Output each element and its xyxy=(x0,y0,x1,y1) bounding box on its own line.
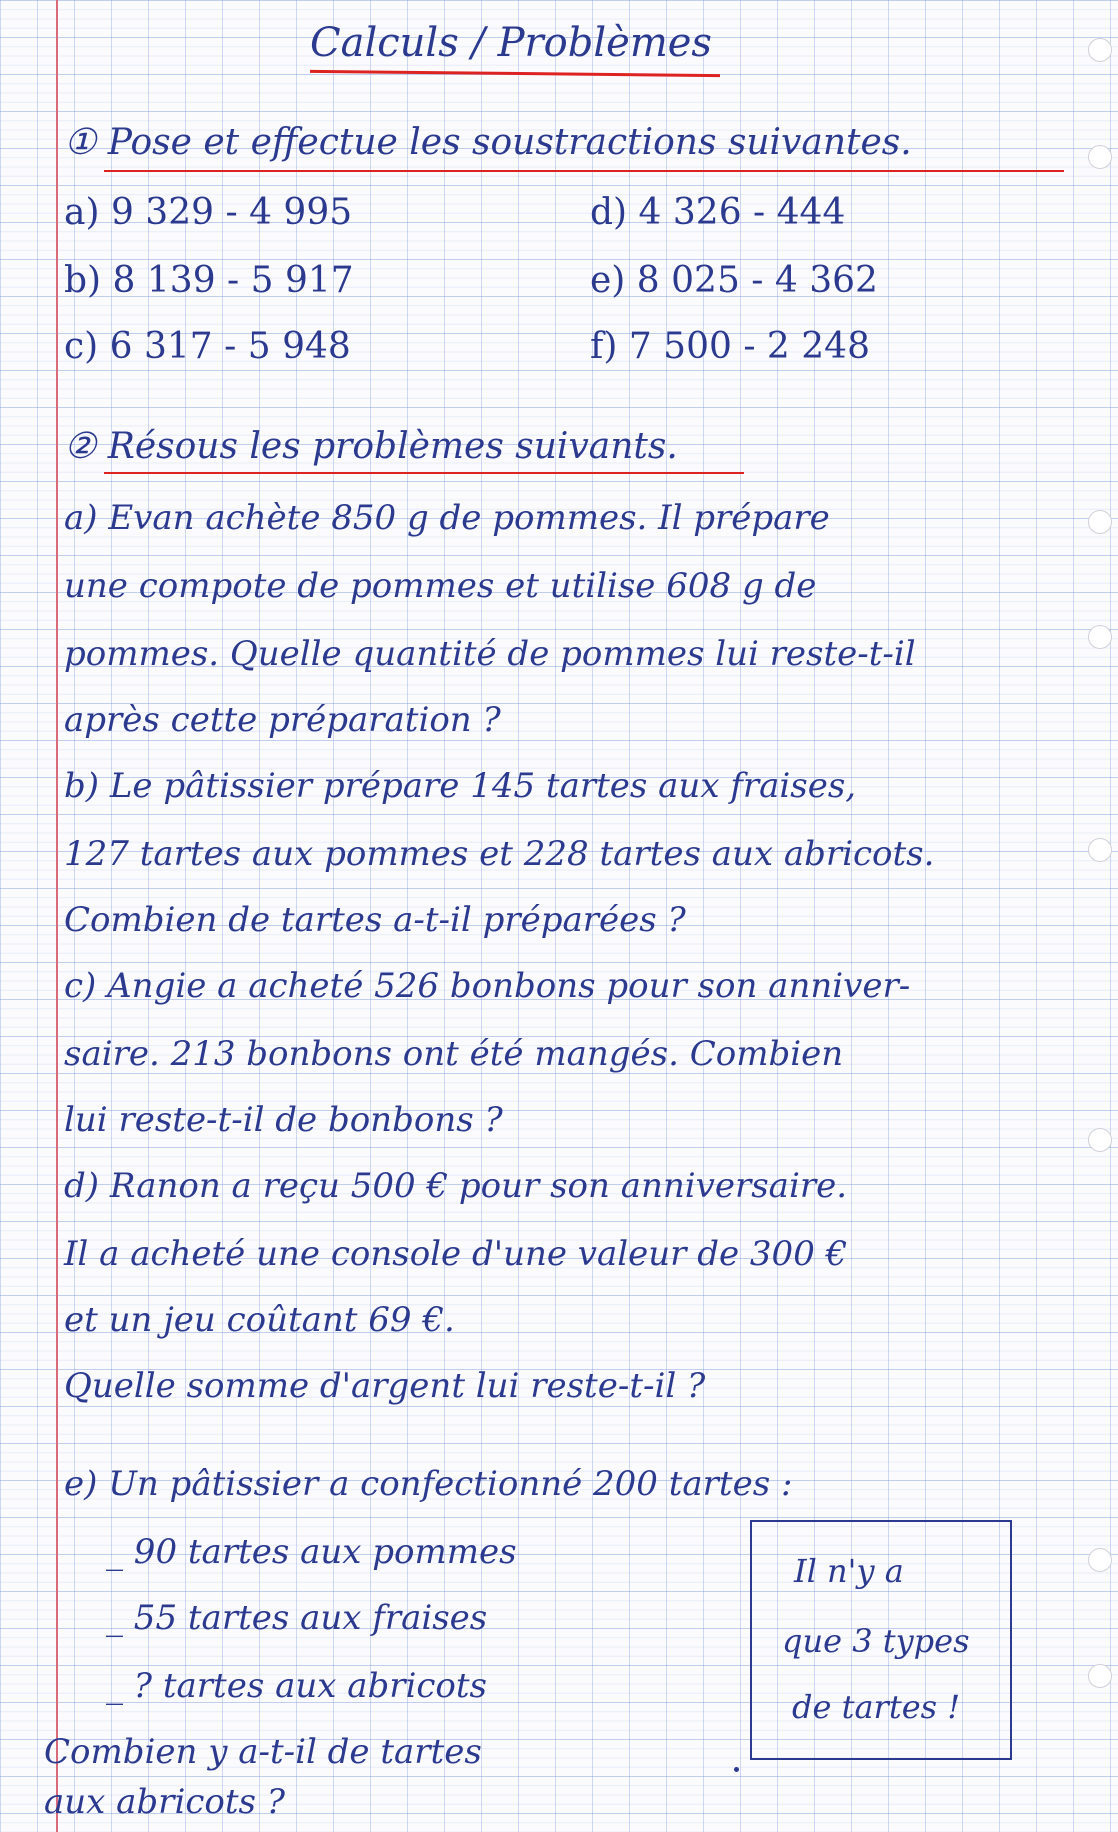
subtraction-c: c) 6 317 - 5 948 xyxy=(64,326,351,367)
problem-a-line: pommes. Quelle quantité de pommes lui reste-t-il xyxy=(64,634,916,674)
subtraction-d: d) 4 326 - 444 xyxy=(590,192,846,233)
problem-a-line: une compote de pommes et utilise 608 g de xyxy=(64,566,817,606)
problem-d-line: Quelle somme d'argent lui reste-t-il ? xyxy=(64,1366,706,1406)
subtraction-a: a) 9 329 - 4 995 xyxy=(64,192,353,233)
problem-e-list-item: _ ? tartes aux abricots xyxy=(106,1666,488,1706)
subtraction-e: e) 8 025 - 4 362 xyxy=(590,260,878,301)
problem-b-line: 127 tartes aux pommes et 228 tartes aux abricots. xyxy=(64,834,935,874)
ink-dot xyxy=(734,1767,739,1772)
problem-c-line: saire. 213 bonbons ont été mangés. Combien xyxy=(64,1034,844,1074)
section-1-heading: ① Pose et effectue les soustractions suivantes. xyxy=(64,122,912,163)
note-box-line: que 3 types xyxy=(782,1622,970,1660)
section-1-underline xyxy=(104,170,1064,172)
binder-hole xyxy=(1088,510,1112,534)
problem-d-line: Il a acheté une console d'une valeur de 300 € xyxy=(64,1234,848,1274)
binder-hole xyxy=(1088,38,1112,62)
problem-d-line: et un jeu coûtant 69 €. xyxy=(64,1300,455,1340)
subtraction-b: b) 8 139 - 5 917 xyxy=(64,260,354,301)
note-box-line: de tartes ! xyxy=(792,1688,961,1726)
problem-a-line: après cette préparation ? xyxy=(64,700,501,740)
page-title: Calculs / Problèmes xyxy=(310,20,712,66)
problem-c-line: lui reste-t-il de bonbons ? xyxy=(64,1100,503,1140)
problem-e-question: Combien y a-t-il de tartes xyxy=(44,1732,482,1772)
problem-e-intro: e) Un pâtissier a confectionné 200 tartes : xyxy=(64,1464,793,1504)
problem-c-line: c) Angie a acheté 526 bonbons pour son anniver- xyxy=(64,966,911,1006)
binder-hole xyxy=(1088,1128,1112,1152)
binder-hole xyxy=(1088,1548,1112,1572)
binder-hole xyxy=(1088,1664,1112,1688)
binder-hole xyxy=(1088,145,1112,169)
binder-hole xyxy=(1088,838,1112,862)
note-box-line: Il n'y a xyxy=(794,1552,904,1590)
problem-b-line: Combien de tartes a-t-il préparées ? xyxy=(64,900,686,940)
problem-e-list-item: _ 55 tartes aux fraises xyxy=(106,1598,488,1638)
section-2-heading: ② Résous les problèmes suivants. xyxy=(64,426,678,467)
note-box xyxy=(750,1520,1012,1760)
problem-e-list-item: _ 90 tartes aux pommes xyxy=(106,1532,517,1572)
problem-e-question: aux abricots ? xyxy=(44,1782,285,1822)
problem-a-line: a) Evan achète 850 g de pommes. Il prépare xyxy=(64,498,830,538)
notebook-margin-line xyxy=(56,0,58,1832)
title-underline xyxy=(310,70,720,77)
binder-hole xyxy=(1088,625,1112,649)
problem-b-line: b) Le pâtissier prépare 145 tartes aux fraises, xyxy=(64,766,857,806)
problem-d-line: d) Ranon a reçu 500 € pour son anniversaire. xyxy=(64,1166,848,1206)
section-2-underline xyxy=(104,472,744,474)
subtraction-f: f) 7 500 - 2 248 xyxy=(590,326,870,367)
